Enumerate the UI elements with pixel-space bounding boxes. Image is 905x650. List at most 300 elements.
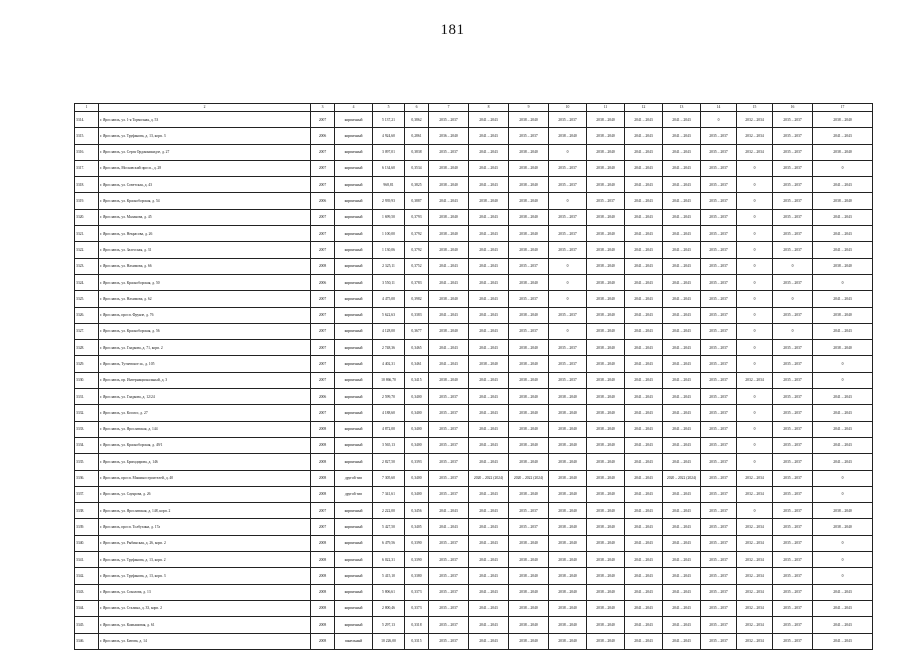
- table-cell: 2041 – 2043: [813, 177, 873, 193]
- table-cell: 2041 – 2043: [663, 209, 701, 225]
- table-cell: 2041 – 2043: [663, 112, 701, 128]
- table-cell: 3330.: [75, 372, 99, 388]
- table-cell: 2035 – 2037: [773, 470, 813, 486]
- column-header-2: 2: [99, 104, 311, 112]
- table-cell: кирпичный: [335, 258, 373, 274]
- table-cell: 2038 – 2040: [587, 323, 625, 339]
- table-row: [75, 437, 873, 453]
- table-cell: 3 097,01: [373, 144, 405, 160]
- table-cell: 2035 – 2037: [429, 535, 469, 551]
- table-cell: г. Ярославль, ул. Гладкова, д. 71, корп. 2: [99, 340, 311, 356]
- table-cell: 2041 – 2043: [663, 291, 701, 307]
- table-cell: 0: [737, 389, 773, 405]
- table-cell: 2038 – 2040: [509, 454, 549, 470]
- table-cell: г. Ярославль, ул. Некрасова, д. 26: [99, 226, 311, 242]
- table-cell: 0,3373: [405, 584, 429, 600]
- table-cell: г. Ярославль, ул. Советская, д. 43: [99, 177, 311, 193]
- table-cell: 2041 – 2043: [663, 242, 701, 258]
- table-cell: кирпичный: [335, 389, 373, 405]
- table-cell: 2038 – 2040: [587, 568, 625, 584]
- table-cell: 2035 – 2037: [549, 226, 587, 242]
- table-cell: 2038 – 2040: [469, 193, 509, 209]
- table-cell: г. Ярославль, ул. Красноборская, д. 56: [99, 323, 311, 339]
- table-cell: 2007: [311, 242, 335, 258]
- table-cell: 2035 – 2037: [549, 372, 587, 388]
- table-cell: 3332.: [75, 405, 99, 421]
- table-cell: 2041 – 2043: [625, 405, 663, 421]
- table-cell: 2035 – 2037: [701, 486, 737, 502]
- table-cell: 2035 – 2037: [773, 405, 813, 421]
- header-row: [75, 104, 873, 112]
- table-cell: кирпичный: [335, 405, 373, 421]
- table-cell: кирпичный: [335, 340, 373, 356]
- table-cell: 2038 – 2040: [549, 568, 587, 584]
- table-cell: 0,3315: [405, 633, 429, 649]
- table-cell: 0,3534: [405, 160, 429, 176]
- table-cell: 2041 – 2043: [625, 503, 663, 519]
- table-cell: 2041 – 2043: [663, 421, 701, 437]
- table-cell: 2038 – 2040: [509, 568, 549, 584]
- table-cell: 2038 – 2040: [549, 600, 587, 616]
- column-header-17: 17: [813, 104, 873, 112]
- table-cell: 2038 – 2040: [587, 535, 625, 551]
- table-cell: 2038 – 2040: [429, 242, 469, 258]
- table-cell: г. Ярославль, ул. Красноборская, д. 54: [99, 193, 311, 209]
- table-cell: 2008: [311, 470, 335, 486]
- table-row: [75, 454, 873, 470]
- table-cell: 3314.: [75, 112, 99, 128]
- table-cell: 0: [549, 144, 587, 160]
- column-header-9: 9: [509, 104, 549, 112]
- table-cell: 2041 – 2043: [663, 258, 701, 274]
- table-cell: 2032 – 2034: [737, 552, 773, 568]
- table-cell: 0,3380: [405, 568, 429, 584]
- table-cell: 2038 – 2040: [549, 535, 587, 551]
- table-cell: 2041 – 2043: [625, 535, 663, 551]
- table-cell: 2038 – 2040: [509, 193, 549, 209]
- table-cell: 2041 – 2043: [469, 617, 509, 633]
- table-cell: 3322.: [75, 242, 99, 258]
- table-cell: 2041 – 2043: [625, 437, 663, 453]
- table-cell: 2041 – 2043: [469, 486, 509, 502]
- table-cell: 0: [549, 291, 587, 307]
- table-cell: 2035 – 2037: [773, 372, 813, 388]
- table-cell: 2041 – 2043: [469, 340, 509, 356]
- table-cell: 2041 – 2043: [663, 437, 701, 453]
- table-cell: 2041 – 2043: [429, 340, 469, 356]
- table-cell: 0,3390: [405, 552, 429, 568]
- table-cell: 2038 – 2040: [587, 226, 625, 242]
- table-cell: 3324.: [75, 274, 99, 290]
- table-cell: г. Ярославль, Московский просп., д. 28: [99, 160, 311, 176]
- column-header-15: 15: [737, 104, 773, 112]
- table-cell: 2035 – 2037: [701, 307, 737, 323]
- table-cell: 2041 – 2043: [469, 421, 509, 437]
- column-header-16: 16: [773, 104, 813, 112]
- table-cell: 2038 – 2040: [587, 307, 625, 323]
- table-cell: 2 827,50: [373, 454, 405, 470]
- table-cell: 0: [737, 226, 773, 242]
- table-cell: 2007: [311, 291, 335, 307]
- table-cell: 2041 – 2043: [663, 372, 701, 388]
- table-cell: 3334.: [75, 437, 99, 453]
- table-cell: 2035 – 2037: [701, 519, 737, 535]
- table-cell: кирпичный: [335, 584, 373, 600]
- table-cell: 2041 – 2043: [625, 128, 663, 144]
- table-cell: 2038 – 2040: [429, 160, 469, 176]
- table-cell: кирпичный: [335, 617, 373, 633]
- table-cell: 2038 – 2040: [587, 340, 625, 356]
- table-cell: 2041 – 2043: [663, 274, 701, 290]
- table-cell: 2041 – 2043: [469, 128, 509, 144]
- table-cell: 2041 – 2043: [625, 470, 663, 486]
- table-cell: 2041 – 2043: [663, 568, 701, 584]
- table-cell: г. Ярославль, ул. Красноборская, д. 49/1: [99, 437, 311, 453]
- table-cell: 2038 – 2040: [549, 454, 587, 470]
- table-cell: 3341.: [75, 552, 99, 568]
- table-cell: 2007: [311, 323, 335, 339]
- table-cell: 0,3792: [405, 242, 429, 258]
- table-cell: 0,3373: [405, 600, 429, 616]
- housing-table-container: [74, 103, 852, 650]
- table-cell: г. Ярославль, ул. Залесская, д. 31: [99, 242, 311, 258]
- table-cell: панельный: [335, 633, 373, 649]
- table-cell: г. Ярославль, ул. Труфанова, д. 13, корп. 2: [99, 552, 311, 568]
- table-cell: 2038 – 2040: [813, 503, 873, 519]
- table-cell: 3339.: [75, 519, 99, 535]
- housing-table: [74, 103, 873, 650]
- table-cell: 2041 – 2043: [813, 437, 873, 453]
- table-cell: 2038 – 2040: [587, 160, 625, 176]
- table-cell: 2006: [311, 274, 335, 290]
- table-cell: 2035 – 2037: [549, 356, 587, 372]
- table-cell: 2008: [311, 437, 335, 453]
- table-cell: кирпичный: [335, 291, 373, 307]
- table-cell: 2035 – 2037: [773, 160, 813, 176]
- table-cell: 2035 – 2037: [509, 323, 549, 339]
- table-cell: 2041 – 2043: [663, 307, 701, 323]
- table-cell: 2041 – 2043: [663, 584, 701, 600]
- table-cell: 2041 – 2043: [469, 209, 509, 225]
- table-cell: 0: [737, 193, 773, 209]
- table-cell: 2038 – 2040: [509, 584, 549, 600]
- table-cell: 2032 – 2034: [737, 519, 773, 535]
- table-cell: 3318.: [75, 177, 99, 193]
- table-cell: 2041 – 2043: [469, 568, 509, 584]
- table-cell: 2038 – 2040: [509, 160, 549, 176]
- table-cell: 2038 – 2040: [587, 356, 625, 372]
- table-cell: 2041 – 2043: [625, 486, 663, 502]
- table-cell: 2035 – 2037: [549, 177, 587, 193]
- table-row: [75, 519, 873, 535]
- table-cell: 2038 – 2040: [587, 389, 625, 405]
- table-cell: 2041 – 2043: [813, 633, 873, 649]
- table-cell: 2041 – 2043: [663, 144, 701, 160]
- table-cell: 2035 – 2037: [773, 584, 813, 600]
- column-header-12: 12: [625, 104, 663, 112]
- table-cell: 0,3783: [405, 274, 429, 290]
- table-cell: 2041 – 2043: [813, 617, 873, 633]
- table-cell: 2038 – 2040: [509, 633, 549, 649]
- table-cell: 2035 – 2037: [701, 144, 737, 160]
- table-cell: 2038 – 2040: [587, 486, 625, 502]
- table-cell: 2007: [311, 340, 335, 356]
- table-cell: 0,3393: [405, 454, 429, 470]
- table-cell: 2041 – 2043: [625, 519, 663, 535]
- table-cell: г. Ярославль, пр. Интернациональный, д. 3: [99, 372, 311, 388]
- table-row: [75, 307, 873, 323]
- table-cell: 7 341,61: [373, 486, 405, 502]
- table-cell: 2035 – 2037: [701, 503, 737, 519]
- table-cell: 0,3982: [405, 291, 429, 307]
- table-cell: 2035 – 2037: [773, 568, 813, 584]
- table-cell: 4 402,31: [373, 356, 405, 372]
- table-cell: 0: [549, 274, 587, 290]
- table-cell: 0,3792: [405, 226, 429, 242]
- table-cell: 4 872,00: [373, 421, 405, 437]
- table-cell: 2035 – 2037: [429, 568, 469, 584]
- table-cell: 2035 – 2037: [773, 209, 813, 225]
- table-cell: 2035 – 2037: [549, 340, 587, 356]
- table-cell: 2041 – 2043: [469, 600, 509, 616]
- table-cell: 2032 – 2034: [737, 372, 773, 388]
- table-cell: 2007: [311, 503, 335, 519]
- table-cell: 2041 – 2043: [429, 356, 469, 372]
- table-cell: г. Ярославль, ул. Сергя Орджоникидзе, д. 27: [99, 144, 311, 160]
- table-cell: г. Ярославль, ул. Маланова, д. 45: [99, 209, 311, 225]
- table-row: [75, 274, 873, 290]
- table-cell: 0: [737, 177, 773, 193]
- table-row: [75, 535, 873, 551]
- table-row: [75, 160, 873, 176]
- table-cell: 2035 – 2037: [701, 128, 737, 144]
- table-cell: 2038 – 2040: [509, 372, 549, 388]
- table-cell: 3342.: [75, 568, 99, 584]
- table-cell: кирпичный: [335, 144, 373, 160]
- table-cell: 2035 – 2037: [773, 486, 813, 502]
- table-row: [75, 552, 873, 568]
- table-cell: 2038 – 2040: [429, 323, 469, 339]
- table-cell: 2041 – 2043: [813, 600, 873, 616]
- table-cell: 6 479,56: [373, 535, 405, 551]
- table-cell: 2041 – 2043: [663, 389, 701, 405]
- table-cell: 2041 – 2043: [813, 226, 873, 242]
- table-cell: 2041 – 2043: [663, 405, 701, 421]
- table-cell: кирпичный: [335, 600, 373, 616]
- table-row: [75, 340, 873, 356]
- table-cell: 2035 – 2037: [773, 226, 813, 242]
- table-cell: г. Ярославль, ул. Соколова, д. 13: [99, 584, 311, 600]
- table-cell: 2035 – 2037: [701, 274, 737, 290]
- table-cell: 2041 – 2043: [625, 372, 663, 388]
- table-cell: 2032 – 2034: [737, 617, 773, 633]
- table-cell: 0,3400: [405, 421, 429, 437]
- table-cell: 2007: [311, 144, 335, 160]
- table-row: [75, 421, 873, 437]
- table-cell: 0: [813, 356, 873, 372]
- table-cell: 4 924,60: [373, 128, 405, 144]
- table-cell: 2035 – 2037: [429, 584, 469, 600]
- table-cell: 2038 – 2040: [587, 421, 625, 437]
- column-header-4: 4: [335, 104, 373, 112]
- table-cell: 2041 – 2043: [469, 323, 509, 339]
- table-cell: 2035 – 2037: [701, 568, 737, 584]
- table-cell: 1 100,00: [373, 226, 405, 242]
- table-cell: 2035 – 2037: [773, 535, 813, 551]
- table-cell: г. Ярославль, ул. Саукрова, д. 26: [99, 486, 311, 502]
- table-cell: 2041 – 2043: [469, 160, 509, 176]
- table-cell: 0: [737, 258, 773, 274]
- table-row: [75, 112, 873, 128]
- table-cell: 2038 – 2040: [813, 144, 873, 160]
- table-row: [75, 389, 873, 405]
- table-row: [75, 323, 873, 339]
- table-cell: 2035 – 2037: [509, 128, 549, 144]
- table-cell: 3319.: [75, 193, 99, 209]
- table-cell: 3340.: [75, 535, 99, 551]
- table-cell: 2035 – 2037: [701, 535, 737, 551]
- table-cell: г. Ярославль, ул. 1-я Тормозная, д. 53: [99, 112, 311, 128]
- table-cell: 2 939,93: [373, 193, 405, 209]
- table-cell: 2038 – 2040: [509, 177, 549, 193]
- table-cell: 3345.: [75, 617, 99, 633]
- table-cell: 2041 – 2043: [625, 112, 663, 128]
- table-cell: 2008: [311, 552, 335, 568]
- table-cell: 2007: [311, 405, 335, 421]
- table-cell: 0: [549, 193, 587, 209]
- table-cell: 2020 – 2022 (2024): [663, 470, 701, 486]
- table-cell: 2038 – 2040: [549, 486, 587, 502]
- table-cell: 2041 – 2043: [663, 600, 701, 616]
- table-cell: 2041 – 2043: [625, 617, 663, 633]
- table-cell: 2035 – 2037: [701, 323, 737, 339]
- table-cell: 2035 – 2037: [701, 600, 737, 616]
- table-cell: 2032 – 2034: [737, 633, 773, 649]
- table-cell: 2038 – 2040: [587, 405, 625, 421]
- table-cell: 2041 – 2043: [469, 274, 509, 290]
- table-cell: 0,3456: [405, 503, 429, 519]
- table-cell: 2041 – 2043: [663, 535, 701, 551]
- table-cell: 2041 – 2043: [469, 535, 509, 551]
- table-cell: 2041 – 2043: [469, 226, 509, 242]
- table-cell: 2038 – 2040: [587, 617, 625, 633]
- table-cell: 2007: [311, 160, 335, 176]
- table-cell: 2 325,11: [373, 258, 405, 274]
- table-cell: кирпичный: [335, 160, 373, 176]
- table-cell: 0,3405: [405, 519, 429, 535]
- table-cell: 2008: [311, 258, 335, 274]
- table-cell: кирпичный: [335, 454, 373, 470]
- table-cell: 2041 – 2043: [663, 340, 701, 356]
- table-cell: 4 128,00: [373, 323, 405, 339]
- table-cell: 2041 – 2043: [469, 307, 509, 323]
- table-cell: 2041 – 2043: [813, 209, 873, 225]
- table-cell: 2041 – 2043: [625, 633, 663, 649]
- table-cell: кирпичный: [335, 177, 373, 193]
- table-cell: г. Ярославль, ул. Бригадирова, д. 146: [99, 454, 311, 470]
- table-cell: 2035 – 2037: [701, 633, 737, 649]
- table-cell: 3346.: [75, 633, 99, 649]
- table-cell: 2041 – 2043: [469, 242, 509, 258]
- table-cell: 2035 – 2037: [509, 291, 549, 307]
- table-cell: 2035 – 2037: [509, 503, 549, 519]
- table-cell: кирпичный: [335, 421, 373, 437]
- table-cell: 2041 – 2043: [813, 454, 873, 470]
- table-cell: 2038 – 2040: [549, 519, 587, 535]
- table-cell: 3315.: [75, 128, 99, 144]
- table-cell: 2038 – 2040: [813, 258, 873, 274]
- table-cell: кирпичный: [335, 437, 373, 453]
- table-cell: 2041 – 2043: [663, 226, 701, 242]
- table-cell: 2035 – 2037: [773, 389, 813, 405]
- table-cell: 2035 – 2037: [429, 470, 469, 486]
- table-cell: 2008: [311, 421, 335, 437]
- table-cell: 2041 – 2043: [625, 144, 663, 160]
- table-cell: 2007: [311, 209, 335, 225]
- table-cell: 2041 – 2043: [469, 177, 509, 193]
- table-cell: 2041 – 2043: [625, 340, 663, 356]
- table-cell: 2041 – 2043: [813, 128, 873, 144]
- table-cell: 0: [737, 405, 773, 421]
- table-cell: 2041 – 2043: [469, 584, 509, 600]
- table-cell: 2008: [311, 600, 335, 616]
- table-row: [75, 144, 873, 160]
- table-cell: 0,3461: [405, 356, 429, 372]
- table-cell: 2041 – 2043: [625, 323, 663, 339]
- table-row: [75, 372, 873, 388]
- table-cell: 0,3400: [405, 405, 429, 421]
- table-cell: 2035 – 2037: [429, 633, 469, 649]
- table-cell: 0: [773, 323, 813, 339]
- table-cell: кирпичный: [335, 112, 373, 128]
- table-cell: другой тип: [335, 486, 373, 502]
- table-cell: 2038 – 2040: [549, 437, 587, 453]
- table-cell: 2041 – 2043: [469, 552, 509, 568]
- table-cell: 2035 – 2037: [701, 405, 737, 421]
- table-cell: 2035 – 2037: [429, 600, 469, 616]
- table-cell: 968,81: [373, 177, 405, 193]
- table-cell: 2041 – 2043: [663, 323, 701, 339]
- table-cell: 2035 – 2037: [773, 552, 813, 568]
- table-cell: 2041 – 2043: [469, 405, 509, 421]
- table-cell: 2041 – 2043: [813, 323, 873, 339]
- table-cell: 2038 – 2040: [509, 600, 549, 616]
- table-row: [75, 486, 873, 502]
- column-header-3: 3: [311, 104, 335, 112]
- table-cell: 0: [813, 274, 873, 290]
- table-cell: 3337.: [75, 486, 99, 502]
- table-cell: 0: [737, 274, 773, 290]
- table-cell: 2035 – 2037: [429, 144, 469, 160]
- table-cell: 2032 – 2034: [737, 470, 773, 486]
- table-row: [75, 584, 873, 600]
- table-cell: 3326.: [75, 307, 99, 323]
- table-cell: 3327.: [75, 323, 99, 339]
- table-cell: 0: [773, 258, 813, 274]
- table-cell: 2038 – 2040: [549, 405, 587, 421]
- table-cell: 2008: [311, 454, 335, 470]
- table-cell: 2041 – 2043: [469, 372, 509, 388]
- table-cell: 2041 – 2043: [625, 307, 663, 323]
- table-cell: 2035 – 2037: [429, 389, 469, 405]
- table-cell: 2032 – 2034: [737, 568, 773, 584]
- table-cell: 3320.: [75, 209, 99, 225]
- table-cell: 2035 – 2037: [429, 437, 469, 453]
- table-cell: 2035 – 2037: [773, 454, 813, 470]
- table-cell: 4 475,00: [373, 291, 405, 307]
- table-cell: 0,3862: [405, 112, 429, 128]
- table-cell: 3323.: [75, 258, 99, 274]
